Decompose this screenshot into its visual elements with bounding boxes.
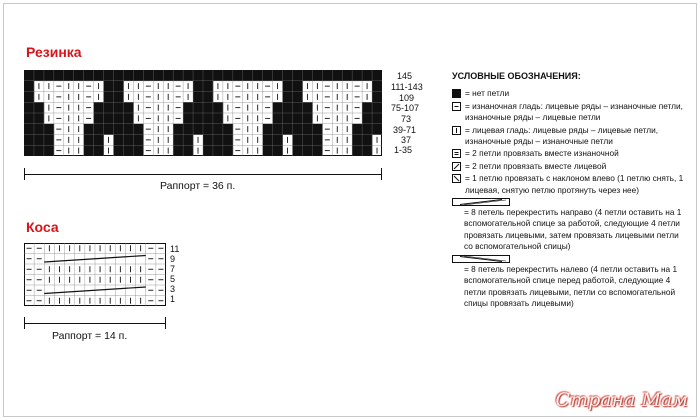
legend-text: = 8 петель перекрестить налево (4 петли оставить на 1 вспомогательной спице перед работой, следующие 4 петли провязать лицевыми, петли со вспомогательной спицы провязать лицевыми) <box>464 263 678 308</box>
cable-cross-right-icon <box>452 198 510 206</box>
cable-row-label: 11 <box>170 244 180 254</box>
rib-row-label: 1-35 <box>394 145 413 155</box>
cable-row-label: 1 <box>170 294 176 304</box>
legend-text: = нет петли <box>465 88 510 99</box>
rib-row-label: 75-107 <box>391 103 420 113</box>
watermark-logo: Страна Мам <box>555 389 688 411</box>
cable-rapport-bracket <box>24 317 166 329</box>
legend-text: = 2 петли провязать вместе изнаночной <box>465 148 619 159</box>
cable-chart <box>24 243 166 306</box>
legend-text: = 8 петель перекрестить направо (4 петли оставить на 1 вспомогательной спице за работой, следующие 4 петли провязать лицевыми, затем провязать лицевыми петли со вспомогательной спицы) <box>464 207 682 252</box>
legend-text: = 2 петли провязать вместе лицевой <box>465 160 607 171</box>
rib-rapport-bracket <box>24 168 382 180</box>
rib-rapport-label: Раппорт = 36 п. <box>160 180 236 192</box>
cable-row-label: 9 <box>170 254 176 264</box>
knit-icon <box>452 126 461 135</box>
cable-row-labels <box>170 243 190 306</box>
purl-icon <box>452 102 461 111</box>
legend-item-cross-left <box>452 255 688 310</box>
legend-item <box>452 161 688 172</box>
rib-row-label: 145 <box>397 71 413 81</box>
cable-row-label: 5 <box>170 274 176 284</box>
cable-row-label: 3 <box>170 284 176 294</box>
legend-item-cross-right <box>452 198 688 253</box>
legend-item <box>452 88 688 99</box>
rib-row-label: 111-143 <box>391 82 423 92</box>
legend-title: УСЛОВНЫЕ ОБОЗНАЧЕНИЯ: <box>452 71 581 81</box>
legend-text: = 1 петлю провязать с наклоном влево (1 петлю снять, 1 лицевая, снятую петлю протянуть через нее) <box>465 173 684 195</box>
no-stitch-icon <box>452 89 461 98</box>
purl-two-together-icon <box>452 149 461 158</box>
legend-item <box>452 125 688 148</box>
cable-row-label: 7 <box>170 264 176 274</box>
rib-chart <box>24 70 382 156</box>
legend-item <box>452 101 688 124</box>
cable-cross-left-icon <box>452 255 510 263</box>
legend-item <box>452 148 688 159</box>
knit-two-together-icon <box>452 162 461 171</box>
legend-text: = изнаночная гладь: лицевые ряды – изнаночные петли, изнаночные ряды – лицевые петли <box>465 100 683 123</box>
slip-knit-pass-icon <box>452 174 461 183</box>
rib-row-label: 109 <box>399 93 415 103</box>
legend-text: = лицевая гладь: лицевые ряды – лицевые петли, изнаночные ряды – изнаночные петли <box>465 124 659 147</box>
legend-item <box>452 173 688 196</box>
rib-row-label: 37 <box>401 135 412 145</box>
rib-row-labels <box>391 70 441 156</box>
rib-row-label: 39-71 <box>393 125 417 135</box>
legend <box>452 71 688 310</box>
cable-rapport-label: Раппорт = 14 п. <box>52 330 128 342</box>
rib-title: Резинка <box>26 44 82 60</box>
rib-row-label: 73 <box>401 114 412 124</box>
cable-title: Коса <box>26 219 59 235</box>
